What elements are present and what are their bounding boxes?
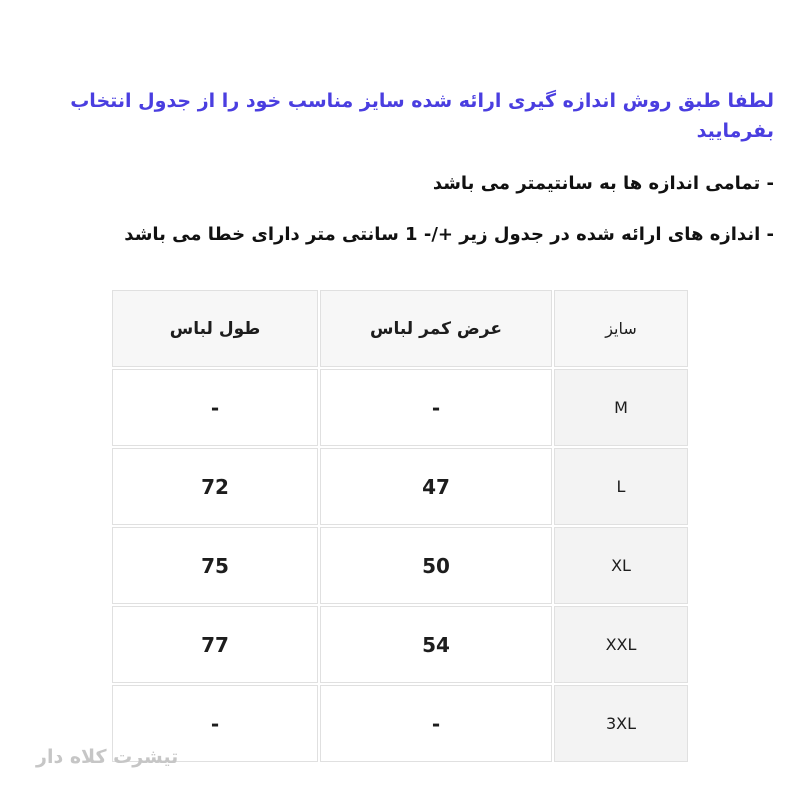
table-row-size-l [112, 448, 688, 525]
size-label: L [554, 448, 688, 525]
table-row-size-3xl [112, 685, 688, 762]
waist-value: - [320, 369, 552, 446]
size-label: XL [554, 527, 688, 604]
table-row-size-xl [112, 527, 688, 604]
size-label: 3XL [554, 685, 688, 762]
note-tolerance: - اندازه های ارائه شده در جدول زیر +/- 1 سانتی متر دارای خطا می باشد [124, 224, 774, 245]
length-value: - [112, 369, 318, 446]
table-row-size-xxl [112, 606, 688, 683]
column-header-waist-width: عرض کمر لباس [320, 290, 552, 367]
column-header-garment-length: طول لباس [112, 290, 318, 367]
table-row-size-m [112, 369, 688, 446]
waist-value: 54 [320, 606, 552, 683]
size-label: M [554, 369, 688, 446]
waist-value: 47 [320, 448, 552, 525]
waist-value: 50 [320, 527, 552, 604]
size-label: XXL [554, 606, 688, 683]
waist-value: - [320, 685, 552, 762]
size-table-header-row [112, 290, 688, 367]
product-name-caption: تیشرت کلاه دار [36, 746, 179, 768]
length-value: 75 [112, 527, 318, 604]
size-table [110, 288, 690, 764]
note-units: - تمامی اندازه ها به سانتیمتر می باشد [432, 173, 774, 194]
length-value: 77 [112, 606, 318, 683]
length-value: - [112, 685, 318, 762]
column-header-size: سایز [554, 290, 688, 367]
size-guide-heading: لطفا طبق روش اندازه گیری ارائه شده سایز مناسب خود را از جدول انتخاب بفرمایید [70, 90, 774, 142]
length-value: 72 [112, 448, 318, 525]
size-table-container [26, 288, 774, 764]
